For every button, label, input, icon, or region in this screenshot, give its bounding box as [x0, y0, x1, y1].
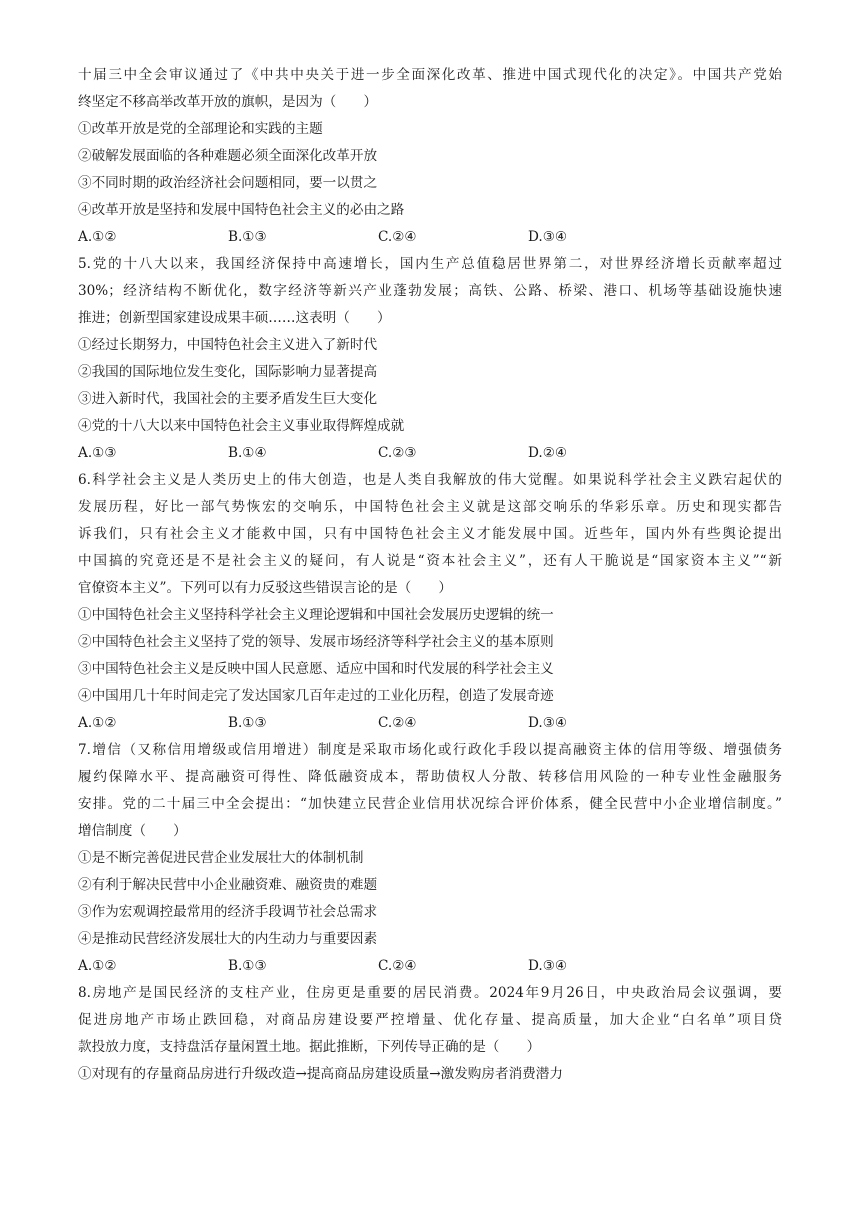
option-c: C.②④ — [378, 229, 417, 245]
question-8 — [78, 980, 782, 1088]
option-b: B.①③ — [228, 958, 267, 974]
statement-4: ④是推动民营经济发展壮大的内生动力与重要因素 — [78, 931, 378, 947]
question-stem-line: 十届三中全会审议通过了《中共中央关于进一步全面深化改革、推进中国式现代化的决定》。中国共产党始 — [78, 67, 782, 83]
statement-3: ③不同时期的政治经济社会问题相同，要一以贯之 — [78, 175, 378, 191]
statement-1: ①经过长期努力，中国特色社会主义进入了新时代 — [78, 337, 378, 353]
option-a: A.①② — [78, 229, 117, 245]
question-stem-line: 增信制度（ ） — [78, 823, 187, 839]
statement-3: ③中国特色社会主义是反映中国人民意愿、适应中国和时代发展的科学社会主义 — [78, 661, 554, 677]
question-stem-line: 推进；创新型国家建设成果丰硕……这表明（ ） — [78, 310, 391, 326]
question-4 — [78, 62, 782, 251]
option-d: D.③④ — [528, 715, 568, 731]
question-stem-line: 6.科学社会主义是人类历史上的伟大创造，也是人类自我解放的伟大觉醒。如果说科学社会主义跌宕起伏的 — [78, 472, 782, 488]
option-c: C.②③ — [378, 445, 417, 461]
question-stem-line: 履约保障水平、提高融资可得性、降低融资成本，帮助债权人分散、转移信用风险的一种专业性金融服务 — [78, 769, 782, 785]
statement-2: ②破解发展面临的各种难题必须全面深化改革开放 — [78, 148, 378, 164]
answer-options — [78, 710, 782, 737]
statement-2: ②有利于解决民营中小企业融资难、融资贵的难题 — [78, 877, 378, 893]
option-c: C.②④ — [378, 715, 417, 731]
statement-4: ④中国用几十年时间走完了发达国家几百年走过的工业化历程，创造了发展奇迹 — [78, 688, 554, 704]
answer-options — [78, 224, 782, 251]
question-stem-line: 中国搞的究竟还是不是社会主义的疑问，有人说是“资本社会主义”，还有人干脆说是“国家资本主义”“新 — [78, 553, 782, 569]
question-stem-line: 终坚定不移高举改革开放的旗帜，是因为（ ） — [78, 94, 378, 110]
option-d: D.③④ — [528, 958, 568, 974]
option-b: B.①③ — [228, 229, 267, 245]
question-stem-line: 安排。党的二十届三中全会提出：“加快建立民营企业信用状况综合评价体系，健全民营中小企业增信制度。” — [78, 796, 782, 812]
option-d: D.②④ — [528, 445, 568, 461]
question-stem-line: 7.增信（又称信用增级或信用增进）制度是采取市场化或行政化手段以提高融资主体的信用等级、增强债务 — [78, 742, 782, 758]
option-a: A.①③ — [78, 445, 117, 461]
statement-3: ③进入新时代，我国社会的主要矛盾发生巨大变化 — [78, 391, 378, 407]
statement-3: ③作为宏观调控最常用的经济手段调节社会总需求 — [78, 904, 378, 920]
question-stem-line: 促进房地产市场止跌回稳，对商品房建设要严控增量、优化存量、提高质量，加大企业“白名单”项目贷 — [78, 1012, 782, 1028]
option-a: A.①② — [78, 958, 117, 974]
option-a: A.①② — [78, 715, 117, 731]
statement-1: ①是不断完善促进民营企业发展壮大的体制机制 — [78, 850, 364, 866]
statement-4: ④改革开放是坚持和发展中国特色社会主义的必由之路 — [78, 202, 405, 218]
option-b: B.①③ — [228, 715, 267, 731]
question-stem-line: 款投放力度，支持盘活存量闲置土地。据此推断，下列传导正确的是（ ） — [78, 1039, 541, 1055]
question-7 — [78, 737, 782, 980]
statement-1: ①对现有的存量商品房进行升级改造→提高商品房建设质量→激发购房者消费潜力 — [78, 1066, 563, 1082]
question-stem-line: 5.党的十八大以来，我国经济保持中高速增长，国内生产总值稳居世界第二，对世界经济增长贡献率超过 — [78, 256, 782, 272]
question-stem-line: 发展历程，好比一部气势恢宏的交响乐，中国特色社会主义就是这部交响乐的华彩乐章。历史和现实都告 — [78, 499, 782, 515]
statement-2: ②中国特色社会主义坚持了党的领导、发展市场经济等科学社会主义的基本原则 — [78, 634, 554, 650]
statement-4: ④党的十八大以来中国特色社会主义事业取得辉煌成就 — [78, 418, 405, 434]
question-stem-line: 诉我们，只有社会主义才能救中国，只有中国特色社会主义才能发展中国。近些年，国内外有些舆论提出 — [78, 526, 782, 542]
question-5 — [78, 251, 782, 467]
statement-2: ②我国的国际地位发生变化，国际影响力显著提高 — [78, 364, 378, 380]
statement-1: ①中国特色社会主义坚持科学社会主义理论逻辑和中国社会发展历史逻辑的统一 — [78, 607, 554, 623]
statement-1: ①改革开放是党的全部理论和实践的主题 — [78, 121, 323, 137]
option-b: B.①④ — [228, 445, 267, 461]
answer-options — [78, 440, 782, 467]
answer-options — [78, 953, 782, 980]
question-stem-line: 30%；经济结构不断优化，数字经济等新兴产业蓬勃发展；高铁、公路、桥梁、港口、机场等基础设施快速 — [78, 283, 782, 299]
option-d: D.③④ — [528, 229, 568, 245]
question-6 — [78, 467, 782, 737]
exam-content — [78, 62, 782, 1088]
question-stem-line: 官僚资本主义”。下列可以有力反驳这些错误言论的是（ ） — [78, 580, 452, 596]
option-c: C.②④ — [378, 958, 417, 974]
question-stem-line: 8.房地产是国民经济的支柱产业，住房更是重要的居民消费。2024年9月26日，中央政治局会议强调，要 — [78, 985, 782, 1001]
